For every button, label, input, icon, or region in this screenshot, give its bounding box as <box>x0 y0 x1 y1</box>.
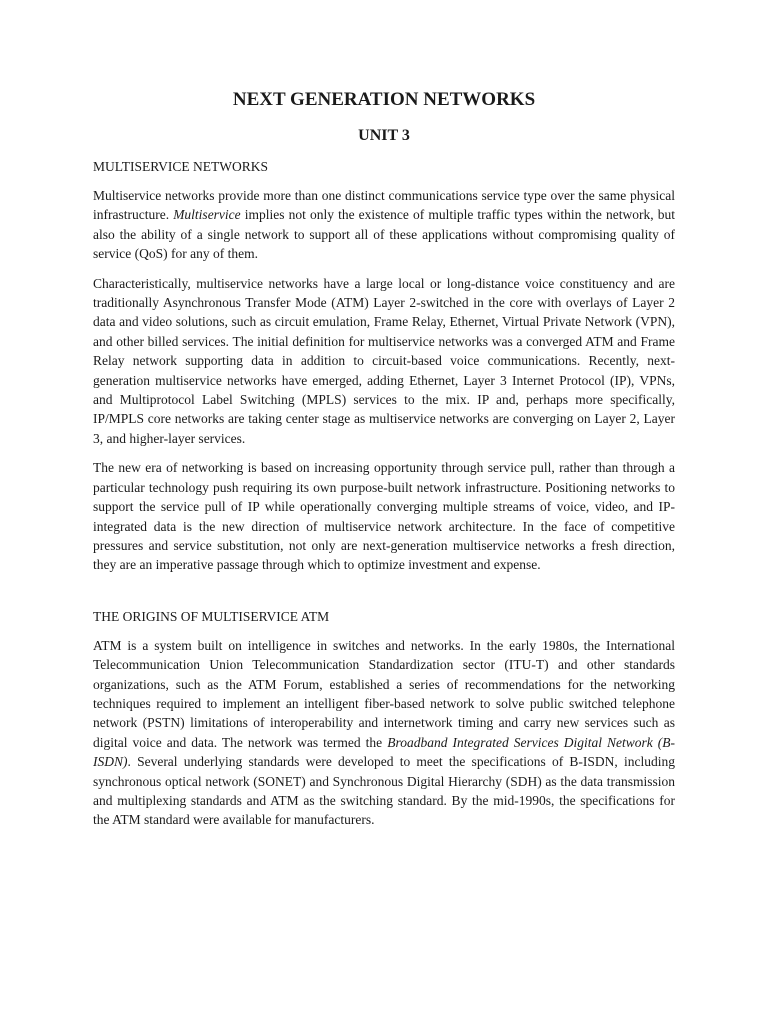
paragraph-text: ATM is a system built on intelligence in switches and networks. In the early 1980s, the International Telecommunication Union Telecommunication Standardization sector (ITU-T) and other standards organizations, such as the ATM Forum, established a series of recommendations for the networking techniques required to implement an intelligent fiber-based network to solve public switched telephone network (PSTN) limitations of interoperability and internetwork timing and carry new services such as digital voice and data. The network was termed the <box>93 637 675 750</box>
paragraph-text: Multiservice networks provide more than one distinct communications service type over the same physical infrastructure. <box>93 188 675 223</box>
paragraph-4 <box>93 636 675 830</box>
paragraph-text: . Several underlying standards were developed to meet the specifications of B-ISDN, including synchronous optical network (SONET) and Synchronous Digital Hierarchy (SDH) as the data transmission and multiplexing standards and ATM as the switching standard. By the mid-1990s, the specifications for the ATM standard were available for manufacturers. <box>93 754 675 828</box>
document-title: NEXT GENERATION NETWORKS <box>232 89 536 110</box>
paragraph-1 <box>93 186 675 264</box>
paragraph-2: Characteristically, multiservice networks have a large local or long-distance voice constituency and are traditionally Asynchronous Transfer Mode (ATM) Layer 2-switched in the core with overlays of Layer 2 data and video solutions, such as circuit emulation, Frame Relay, Ethernet, Virtual Private Network (VPN), and other billed services. The initial definition for multiservice networks was a converged ATM and Frame Relay network supporting data in addition to circuit-based voice communications. Recently, next-generation multiservice networks have emerged, adding Ethernet, Layer 3 Internet Protocol (IP), VPNs, and Multiprotocol Label Switching (MPLS) services to the mix. IP and, perhaps more specifically, IP/MPLS core networks are taking center stage as multiservice networks are converging on Layer 2, Layer 3, and higher-layer services. <box>93 275 675 446</box>
emphasis-text: Broadband Integrated Services Digital Network (B-ISDN) <box>93 734 675 770</box>
section-heading-multiservice-networks: MULTISERVICE NETWORKS <box>93 159 269 174</box>
paragraph-text: implies not only the existence of multiple traffic types within the network, but also the ability of a single network to support all of these applications without compromising quality of service (QoS) for any of them. <box>93 207 675 262</box>
emphasis-text: Multiservice <box>173 207 241 223</box>
paragraph-3: The new era of networking is based on increasing opportunity through service pull, rather than through a particular technology push requiring its own purpose-built network infrastructure. Positioning networks to support the service pull of IP while operationally converging multiple streams of voice, video, and IP-integrated data is the new direction of multiservice network architecture. In the face of competitive pressures and service substitution, not only are next-generation multiservice networks a fresh direction, they are an imperative passage through which to optimize investment and expense. <box>93 460 675 573</box>
section-heading-origins-of-multiservice-atm: THE ORIGINS OF MULTISERVICE ATM <box>93 608 330 624</box>
document-page <box>93 88 675 830</box>
unit-label: UNIT 3 <box>358 127 410 144</box>
